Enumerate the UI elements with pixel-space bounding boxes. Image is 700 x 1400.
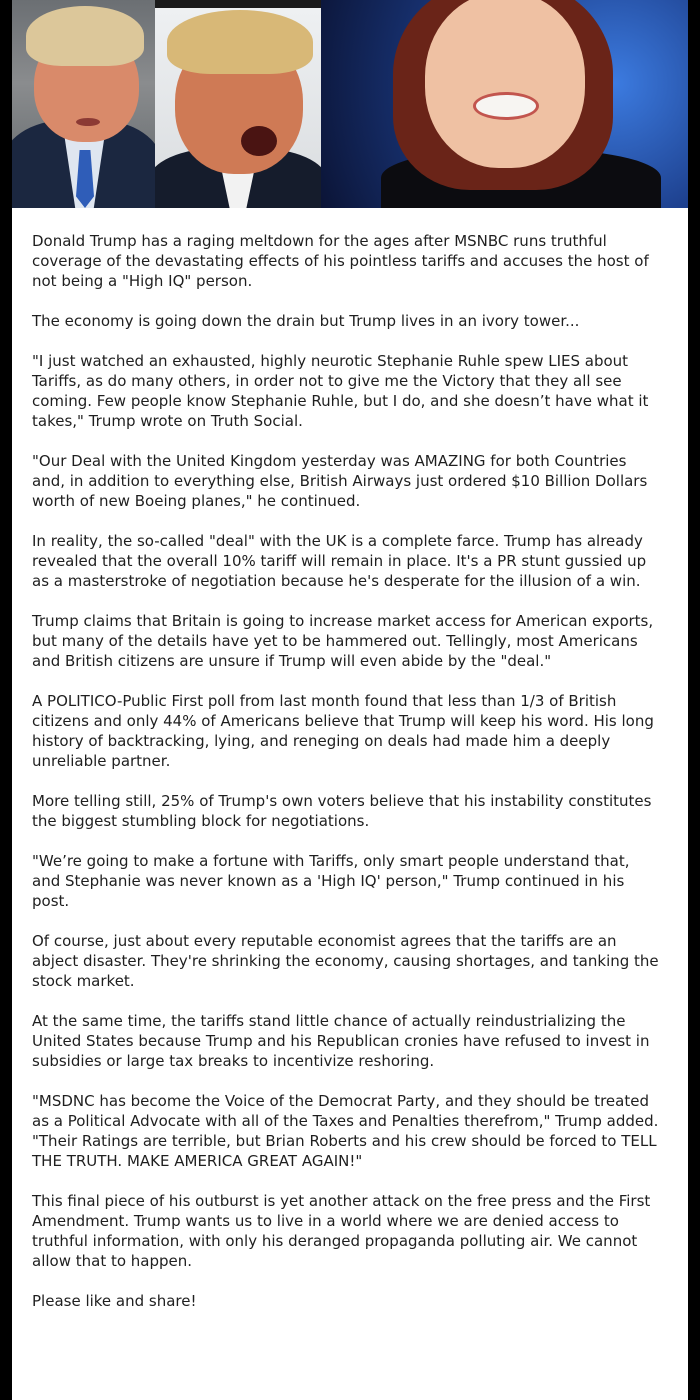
paragraph: The economy is going down the drain but Trump lives in an ivory tower...	[32, 312, 580, 330]
paragraph: In reality, the so-called "deal" with the UK is a complete farce. Trump has already revealed that the overall 10% tariff will remain in place. It's a PR stunt gussied up as a masterstroke of negotiation because he's desperate for the illusion of a win.	[32, 532, 647, 590]
paragraph: More telling still, 25% of Trump's own voters believe that his instability constitutes the biggest stumbling block for negotiations.	[32, 792, 652, 830]
paragraph: "Our Deal with the United Kingdom yesterday was AMAZING for both Countries and, in addition to everything else, British Airways just ordered $10 Billion Dollars worth of new Boeing planes," he continued.	[32, 452, 648, 510]
article-body	[32, 231, 662, 1331]
paragraph: "We’re going to make a fortune with Tariffs, only smart people understand that, and Stephanie was never known as a 'High IQ' person," Trump continued in his post.	[32, 852, 630, 910]
photo-trump-concerned[interactable]	[12, 0, 155, 208]
photo-stephanie-ruhle-smiling[interactable]	[321, 0, 688, 208]
paragraph: At the same time, the tariffs stand little chance of actually reindustrializing the United States because Trump and his Republican cronies have refused to invest in subsidies or large tax breaks to incentivize reshoring.	[32, 1012, 650, 1070]
paragraph: "I just watched an exhausted, highly neurotic Stephanie Ruhle spew LIES about Tariffs, as do many others, in order not to give me the Victory that they all see coming. Few people know Stephanie Ruhle, but I do, and she doesn’t have what it takes," Trump wrote on Truth Social.	[32, 352, 649, 430]
closing-call-to-action: Please like and share!	[32, 1292, 197, 1310]
paragraph: A POLITICO-Public First poll from last month found that less than 1/3 of British citizens and only 44% of Americans believe that Trump will keep his word. His long history of backtracking, lying, and reneging on deals had made him a deeply unreliable partner.	[32, 692, 654, 770]
paragraph: This final piece of his outburst is yet another attack on the free press and the First Amendment. Trump wants us to live in a world where we are denied access to truthful information, with only his deranged propaganda polluting air. We cannot allow that to happen.	[32, 1192, 651, 1270]
paragraph: Donald Trump has a raging meltdown for the ages after MSNBC runs truthful coverage of the devastating effects of his pointless tariffs and accuses the host of not being a "High IQ" person.	[32, 232, 649, 290]
photo-trump-shouting[interactable]	[155, 8, 321, 208]
paragraph: Of course, just about every reputable economist agrees that the tariffs are an abject disaster. They're shrinking the economy, causing shortages, and tanking the stock market.	[32, 932, 659, 990]
header-photo-collage	[12, 0, 688, 208]
paragraph: "MSDNC has become the Voice of the Democrat Party, and they should be treated as a Political Advocate with all of the Taxes and Penalties therefrom," Trump added. "Their Ratings are terrible, but Brian Roberts and his crew should be forced to TELL THE TRUTH. MAKE AMERICA GREAT AGAIN!"	[32, 1092, 659, 1170]
paragraph: Trump claims that Britain is going to increase market access for American exports, but many of the details have yet to be hammered out. Tellingly, most Americans and British citizens are unsure if Trump will even abide by the "deal."	[32, 612, 654, 670]
post-card	[12, 0, 688, 1400]
